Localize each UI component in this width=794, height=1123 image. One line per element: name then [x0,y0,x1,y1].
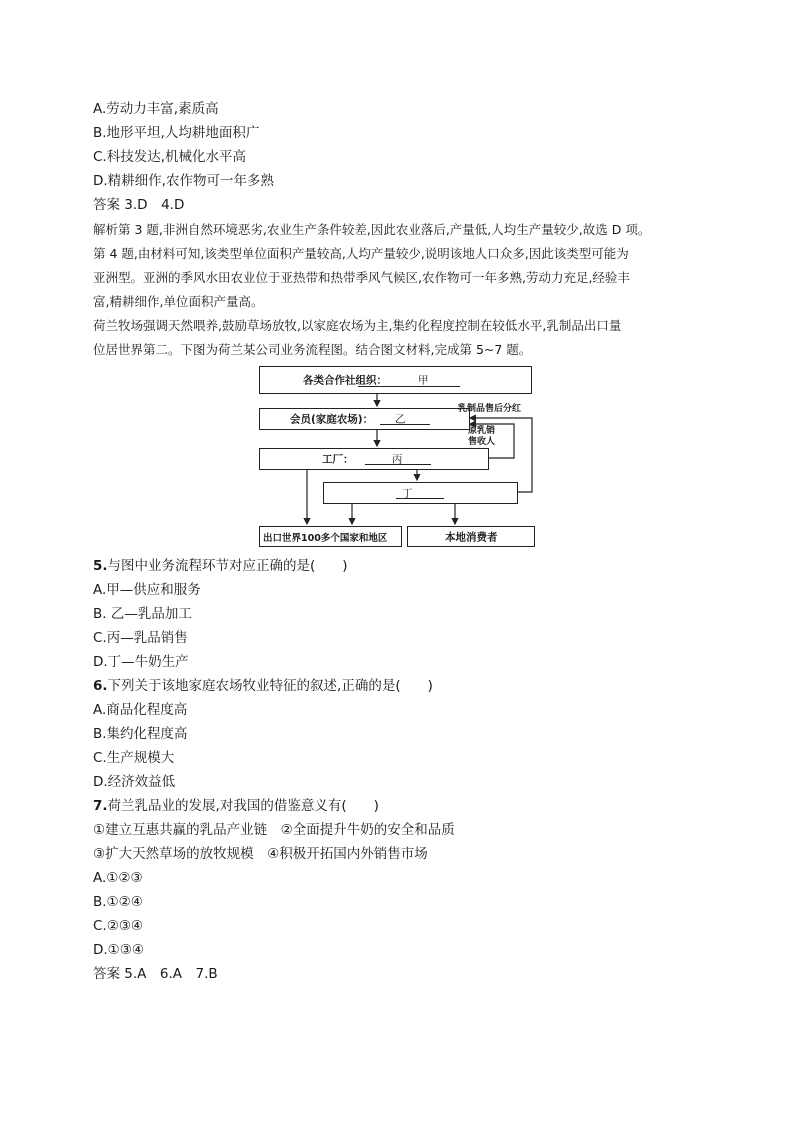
intro-line-2: 位居世界第二。下图为荷兰某公司业务流程图。结合图文材料,完成第 5~7 题。 [93,342,532,357]
q7-stem [93,798,379,815]
answer-3-4: 答案 3.D 4.D [93,197,185,213]
q4-option-b: B.地形平坦,人均耕地面积广 [93,125,260,141]
q7-items-2: ③扩大天然草场的放牧规模 ④积极开拓国内外销售市场 [93,846,428,862]
analysis-line-4: 富,精耕细作,单位面积产量高。 [93,294,264,309]
factory-answer: 丙 [392,453,403,466]
raw-milk-label-1: 原乳销 [468,426,496,436]
q7-option-d: D.①③④ [93,942,144,958]
q5-option-d: D.丁—牛奶生产 [93,654,189,670]
q7-text: 荷兰乳品业的发展,对我国的借鉴意义有( ) [107,798,379,814]
q6-text: 下列关于该地家庭农场牧业特征的叙述,正确的是( ) [107,678,433,694]
dividend-label: 乳制品售后分红 [458,404,522,414]
q4-option-a: A.劳动力丰富,素质高 [93,101,219,117]
member-blank [380,424,430,425]
q7-items-1: ①建立互惠共赢的乳品产业链 ②全面提升牛奶的安全和品质 [93,822,455,838]
analysis-line-3: 亚洲型。亚洲的季风水田农业位于亚热带和热带季风气候区,农作物可一年多熟,劳动力充足,经验丰 [93,270,630,285]
q6-stem [93,678,433,695]
cooperative-answer: 甲 [418,374,429,387]
q6-option-d: D.经济效益低 [93,774,176,790]
q5-text: 与图中业务流程环节对应正确的是( ) [107,558,348,574]
factory-label: 工厂： [322,453,354,466]
q7-number: 7. [93,798,108,814]
factory-blank [365,464,431,465]
intro-line-1: 荷兰牧场强调天然喂养,鼓励草场放牧,以家庭农场为主,集约化程度控制在较低水平,乳制品出口量 [93,318,622,333]
member-answer: 乙 [395,413,406,426]
q5-option-b: B. 乙—乳品加工 [93,606,192,622]
flow-diagram [257,364,539,549]
q4-option-c: C.科技发达,机械化水平高 [93,149,247,165]
sales-blank [396,498,444,499]
local-consumer-box [407,526,535,547]
export-box [259,526,402,547]
q7-option-c: C.②③④ [93,918,144,934]
sales-box [323,482,518,504]
raw-milk-label-2: 售收人 [468,437,496,447]
member-box [259,408,470,430]
cooperative-box [259,366,532,394]
q7-option-b: B.①②④ [93,894,143,910]
q6-option-b: B.集约化程度高 [93,726,188,742]
factory-box [259,448,489,470]
analysis-line-1: 解析第 3 题,非洲自然环境恶劣,农业生产条件较差,因此农业落后,产量低,人均生产量较少,故选 D 项。 [93,222,651,237]
q6-number: 6. [93,678,108,694]
cooperative-label: 各类合作社组织： [303,374,387,387]
cooperative-blank [358,386,460,387]
q6-option-c: C.生产规模大 [93,750,175,766]
answer-5-7: 答案 5.A 6.A 7.B [93,966,218,982]
member-label: 会员(家庭农场)： [290,413,374,426]
q5-stem [93,558,348,575]
export-label: 出口世界100多个国家和地区 [263,532,388,544]
sales-answer: 丁 [402,487,413,500]
q6-option-a: A.商品化程度高 [93,702,188,718]
q5-option-c: C.丙—乳品销售 [93,630,188,646]
q5-option-a: A.甲—供应和服务 [93,582,201,598]
q7-option-a: A.①②③ [93,870,143,886]
local-consumer-label: 本地消费者 [445,531,498,543]
analysis-line-2: 第 4 题,由材料可知,该类型单位面积产量较高,人均产量较少,说明该地人口众多,因此该类型可能为 [93,246,629,261]
q5-number: 5. [93,558,108,574]
q4-option-d: D.精耕细作,农作物可一年多熟 [93,173,274,189]
